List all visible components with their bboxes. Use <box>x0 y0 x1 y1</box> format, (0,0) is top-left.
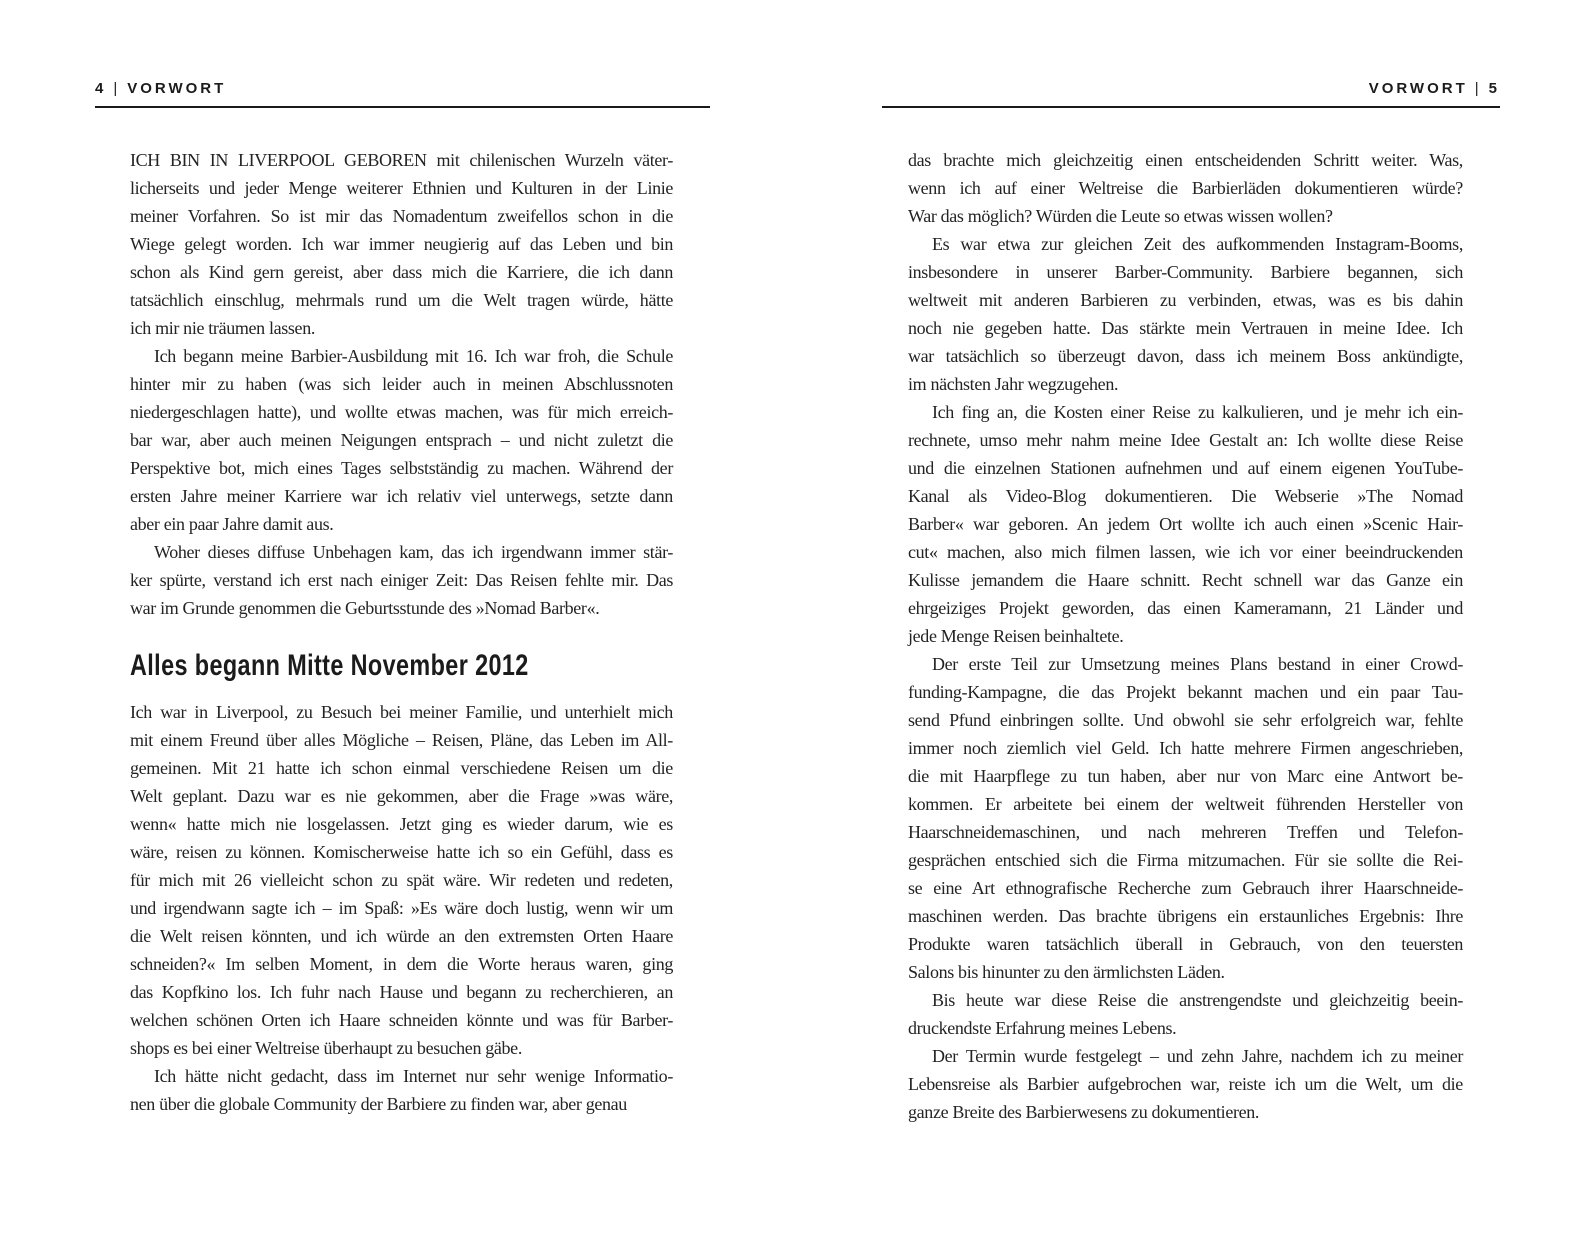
text-line: und irgendwann sagte ich – im Spaß: »Es wäre doch lustig, wenn wir um <box>130 898 674 918</box>
header-separator-left: | <box>113 80 121 97</box>
left-paragraphs-bottom <box>130 698 673 1118</box>
folio-number-right: 5 <box>1488 80 1500 97</box>
text-line: Haarschneidemaschinen, und nach mehreren Treffen und Telefon- <box>908 822 1463 842</box>
text-line: aber ein paar Jahre damit aus. <box>130 514 334 534</box>
paragraph <box>908 1042 1463 1126</box>
text-line: insbesondere in unserer Barber-Community. Barbiere begannen, sich <box>908 262 1463 282</box>
paragraph <box>908 398 1463 650</box>
text-line: Der Termin wurde festgelegt – und zehn Jahre, nachdem ich zu meiner <box>932 1046 1463 1066</box>
text-line: niedergeschlagen hatte), und wollte etwas machen, was für mich erreich- <box>130 402 674 422</box>
text-line: Barber« war geboren. An jedem Ort wollte ich auch einen »Scenic Hair- <box>908 514 1464 534</box>
text-line: ker spürte, verstand ich erst nach einiger Zeit: Das Reisen fehlte mir. Das <box>130 570 674 590</box>
text-line: War das möglich? Würden die Leute so etwas wissen wollen? <box>908 206 1333 226</box>
header-rule-right <box>882 106 1500 108</box>
text-line: Es war etwa zur gleichen Zeit des aufkommenden Instagram-Booms, <box>932 234 1463 254</box>
header-rule-left <box>95 106 710 108</box>
paragraph <box>130 1062 673 1118</box>
text-line: schneiden?« Im selben Moment, in dem die Worte heraus waren, ging <box>130 954 674 974</box>
text-line: gemeinen. Mit 21 hatte ich schon einmal verschiedene Reisen um die <box>130 758 673 778</box>
text-line: wenn« hatte mich nie losgelassen. Jetzt ging es wieder darum, wie es <box>130 814 673 834</box>
text-line: war im Grunde genommen die Geburtsstunde des »Nomad Barber«. <box>130 598 600 618</box>
chapter-heading-text: Alles begann Mitte November 2012 <box>130 649 529 682</box>
text-line: gesprächen entschied sich die Firma mitzumachen. Für sie sollte die Rei- <box>908 850 1463 870</box>
text-line: die mit Haarpflege zu tun haben, aber nur von Marc eine Antwort be- <box>908 766 1463 786</box>
running-header-right <box>882 80 1500 102</box>
text-line: schon als Kind gern gereist, aber dass mich die Karriere, die ich dann <box>130 262 674 282</box>
text-line: ICH BIN IN LIVERPOOL GEBOREN mit chilenischen Wurzeln väter- <box>130 150 673 170</box>
text-line: Ich hätte nicht gedacht, dass im Internet nur sehr wenige Informatio- <box>154 1066 673 1086</box>
paragraph <box>130 146 673 342</box>
text-line: bar war, aber auch meinen Neigungen entsprach – und nicht zuletzt die <box>130 430 674 450</box>
text-line: noch nie gegeben hatte. Das stärkte mein Vertrauen in meine Idee. Ich <box>908 318 1463 338</box>
paragraph <box>908 650 1463 986</box>
text-line: nen über die globale Community der Barbiere zu finden war, aber genau <box>130 1094 627 1114</box>
text-line: Ich fing an, die Kosten einer Reise zu kalkulieren, und je mehr ich ein- <box>932 402 1464 422</box>
left-text-column <box>130 146 673 1118</box>
text-line: shops es bei einer Weltreise überhaupt zu besuchen gäbe. <box>130 1038 522 1058</box>
section-label-left: VORWORT <box>127 80 227 97</box>
paragraph <box>908 986 1463 1042</box>
text-line: maschinen werden. Das brachte übrigens ein erstaunliches Ergebnis: Ihre <box>908 906 1464 926</box>
text-line: für mich mit 26 vielleicht schon zu spät wäre. Wir redeten und redeten, <box>130 870 673 890</box>
text-line: Woher dieses diffuse Unbehagen kam, das ich irgendwann immer stär- <box>154 542 674 562</box>
text-line: war tatsächlich so überzeugt davon, dass ich meinem Boss ankündigte, <box>908 346 1463 366</box>
text-line: mit einem Freund über alles Mögliche – Reisen, Pläne, das Leben im All- <box>130 730 673 750</box>
right-paragraphs <box>908 146 1463 1126</box>
text-line: licherseits und jeder Menge weiterer Ethnien und Kulturen in der Linie <box>130 178 674 198</box>
text-line: Wiege gelegt worden. Ich war immer neugierig auf das Leben und bin <box>130 234 674 254</box>
text-line: cut« machen, also mich filmen lassen, wie ich vor einer beeindruckenden <box>908 542 1463 562</box>
text-line: Produkte waren tatsächlich überall in Gebrauch, von den teuersten <box>908 934 1464 954</box>
text-line: die Welt reisen könnten, und ich würde an den extremsten Orten Haare <box>130 926 673 946</box>
text-line: Ich war in Liverpool, zu Besuch bei meiner Familie, und unterhielt mich <box>130 702 673 722</box>
text-line: Kanal als Video-Blog dokumentieren. Die Webserie »The Nomad <box>908 486 1463 506</box>
text-line: im nächsten Jahr wegzugehen. <box>908 374 1119 394</box>
text-line: Bis heute war diese Reise die anstrengendste und gleichzeitig beein- <box>932 990 1463 1010</box>
text-line: Salons bis hinunter zu den ärmlichsten Läden. <box>908 962 1225 982</box>
running-header-left <box>95 80 226 102</box>
text-line: jede Menge Reisen beinhaltete. <box>908 626 1124 646</box>
text-line: ich mir nie träumen lassen. <box>130 318 315 338</box>
text-line: wäre, reisen zu können. Komischerweise hatte ich so ein Gefühl, dass es <box>130 842 673 862</box>
paragraph <box>130 538 673 622</box>
text-line: ersten Jahre meiner Karriere war ich relativ viel unterwegs, setzte dann <box>130 486 673 506</box>
text-line: se eine Art ethnografische Recherche zum Gebrauch ihrer Haarschneide- <box>908 878 1463 898</box>
chapter-heading <box>130 649 673 683</box>
header-separator-right: | <box>1474 80 1482 97</box>
right-text-column <box>908 146 1463 1126</box>
text-line: welchen schönen Orten ich Haare schneiden könnte und was für Barber- <box>130 1010 674 1030</box>
text-line: und die einzelnen Stationen aufnehmen und auf einem eigenen YouTube- <box>908 458 1463 478</box>
text-line: ehrgeiziges Projekt geworden, das einen Kameramann, 21 Länder und <box>908 598 1463 618</box>
text-line: Lebensreise als Barbier aufgebrochen war, reiste ich um die Welt, um die <box>908 1074 1463 1094</box>
text-line: Kulisse jemandem die Haare schnitt. Recht schnell war das Ganze ein <box>908 570 1463 590</box>
text-line: druckendste Erfahrung meines Lebens. <box>908 1018 1177 1038</box>
text-line: Perspektive bot, mich eines Tages selbstständig zu machen. Während der <box>130 458 673 478</box>
text-line: funding-Kampagne, die das Projekt bekannt machen und ein paar Tau- <box>908 682 1463 702</box>
text-line: Welt geplant. Dazu war es nie gekommen, aber die Frage »was wäre, <box>130 786 674 806</box>
text-line: ganze Breite des Barbierwesens zu dokumentieren. <box>908 1102 1260 1122</box>
left-paragraphs-top <box>130 146 673 622</box>
text-line: hinter mir zu haben (was sich leider auch in meinen Abschlussnoten <box>130 374 673 394</box>
text-line: send Pfund einbringen sollte. Und obwohl sie sehr erfolgreich war, fehlte <box>908 710 1463 730</box>
text-line: das brachte mich gleichzeitig einen entscheidenden Schritt weiter. Was, <box>908 150 1463 170</box>
paragraph <box>908 230 1463 398</box>
text-line: Ich begann meine Barbier-Ausbildung mit 16. Ich war froh, die Schule <box>154 346 673 366</box>
text-line: immer noch ziemlich viel Geld. Ich hatte mehrere Firmen angeschrieben, <box>908 738 1463 758</box>
text-line: weltweit mit anderen Barbieren zu verbinden, etwas, was es bis dahin <box>908 290 1464 310</box>
text-line: wenn ich auf einer Weltreise die Barbierläden dokumentieren würde? <box>908 178 1463 198</box>
paragraph <box>908 146 1463 230</box>
folio-number-left: 4 <box>95 80 107 97</box>
text-line: Der erste Teil zur Umsetzung meines Plans bestand in einer Crowd- <box>932 654 1464 674</box>
paragraph <box>130 342 673 538</box>
text-line: tatsächlich einschlug, mehrmals rund um die Welt tragen würde, hätte <box>130 290 674 310</box>
text-line: das Kopfkino los. Ich fuhr nach Hause und begann zu recherchieren, an <box>130 982 673 1002</box>
paragraph <box>130 698 673 1062</box>
text-line: kommen. Er arbeitete bei einem der weltweit führenden Hersteller von <box>908 794 1464 814</box>
section-label-right: VORWORT <box>1368 80 1468 97</box>
text-line: meiner Vorfahren. So ist mir das Nomadentum zweifellos schon in die <box>130 206 673 226</box>
text-line: rechnete, umso mehr nahm meine Idee Gestalt an: Ich wollte diese Reise <box>908 430 1463 450</box>
